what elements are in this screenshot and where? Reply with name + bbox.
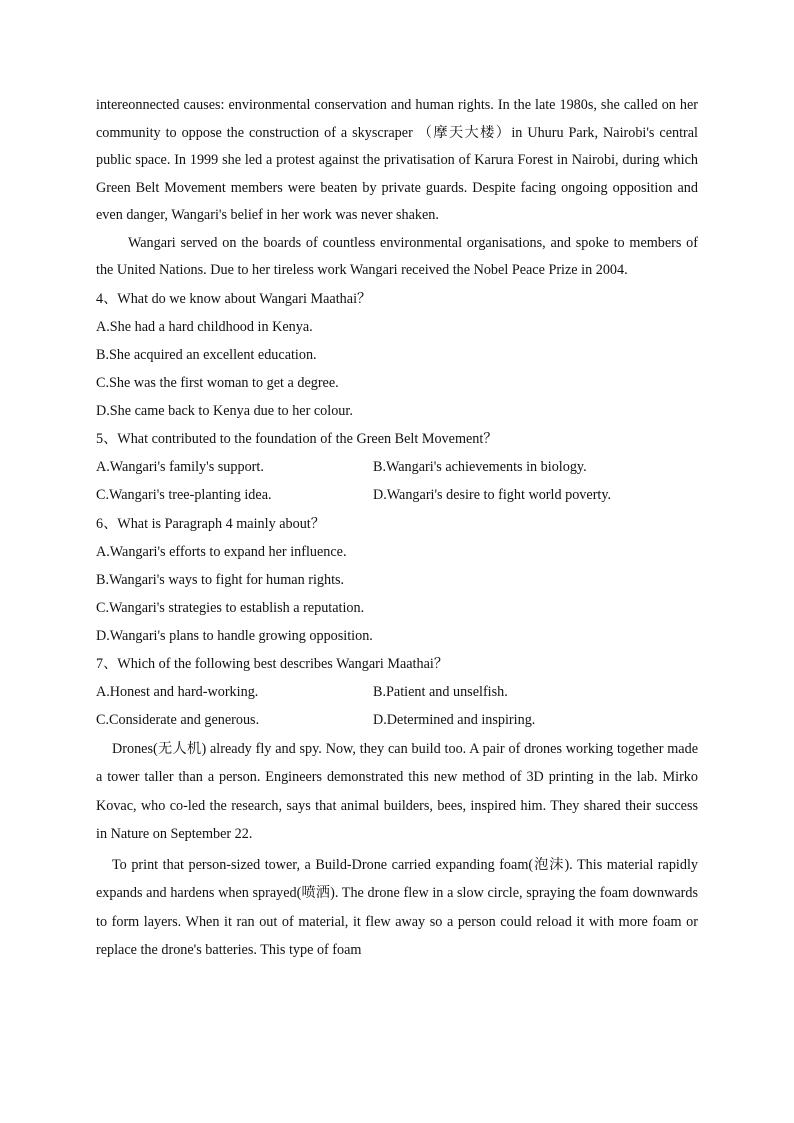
question-stem xyxy=(96,285,698,313)
option-b[interactable]: B.Patient and unselfish. xyxy=(373,683,508,700)
question-number: 5、 xyxy=(96,430,118,447)
options-grid xyxy=(96,678,698,735)
option-d[interactable]: D.Determined and inspiring. xyxy=(373,712,536,728)
question-text: What is Paragraph 4 mainly about？ xyxy=(117,515,325,532)
question-stem xyxy=(96,510,698,538)
question-text: What do we know about Wangari Maathai？ xyxy=(117,290,372,307)
options-list xyxy=(96,538,698,650)
passage1-paragraph-2: Wangari served on the boards of countless environmental organisations, and spoke to members of the United Nations. Due to her tireless work Wangari received the Nobel Peace Prize in 2004. xyxy=(96,234,698,278)
option-d[interactable]: D.Wangari's plans to handle growing opposition. xyxy=(96,627,373,644)
option-b[interactable]: B.She acquired an excellent education. xyxy=(96,346,317,363)
question-number: 7、 xyxy=(96,655,118,672)
option-b[interactable]: B.Wangari's achievements in biology. xyxy=(373,458,587,475)
option-a[interactable]: A.She had a hard childhood in Kenya. xyxy=(96,318,313,335)
question-7 xyxy=(96,650,698,735)
option-d[interactable]: D.Wangari's desire to fight world poverty. xyxy=(373,487,612,503)
question-4 xyxy=(96,285,698,425)
question-5 xyxy=(96,425,698,510)
question-stem xyxy=(96,425,698,453)
worksheet-page xyxy=(96,92,698,965)
option-d[interactable]: D.She came back to Kenya due to her colour. xyxy=(96,402,353,419)
option-a[interactable]: A.Wangari's efforts to expand her influence. xyxy=(96,543,347,560)
passage2-paragraph-2: To print that person-sized tower, a Build-Drone carried expanding foam(泡沫). This material rapidly expands and hardens when sprayed(喷洒). The drone flew in a slow circle, spraying the foam downwards to form layers. When it ran out of material, it flew away so a person could reload it with more foam or replace the drone's batteries. This type of foam xyxy=(96,856,698,958)
option-a[interactable]: A.Wangari's family's support. xyxy=(96,458,264,475)
question-text: What contributed to the foundation of the Green Belt Movement？ xyxy=(117,430,498,447)
option-c[interactable]: C.Wangari's tree-planting idea. xyxy=(96,487,272,503)
passage1-paragraph-1: intereonnected causes: environmental conservation and human rights. In the late 1980s, she called on her community to oppose the construction of a skyscraper （摩天大楼）in Uhuru Park, Nairobi's central public space. In 1999 she led a protest against the privatisation of Karura Forest in Nairobi, during which Green Belt Movement members were beaten by private guards. Despite facing ongoing opposition and even danger, Wangari's belief in her work was never shaken. xyxy=(96,97,698,223)
option-b[interactable]: B.Wangari's ways to fight for human rights. xyxy=(96,571,345,588)
question-text: Which of the following best describes Wangari Maathai？ xyxy=(117,655,449,672)
question-number: 6、 xyxy=(96,515,118,532)
question-stem xyxy=(96,650,698,678)
option-a[interactable]: A.Honest and hard-working. xyxy=(96,683,259,700)
option-c[interactable]: C.Considerate and generous. xyxy=(96,712,260,728)
option-c[interactable]: C.Wangari's strategies to establish a reputation. xyxy=(96,599,365,616)
question-6 xyxy=(96,510,698,650)
question-number: 4、 xyxy=(96,290,118,307)
options-grid xyxy=(96,453,698,510)
option-c[interactable]: C.She was the first woman to get a degree. xyxy=(96,374,339,391)
options-list xyxy=(96,313,698,425)
passage2-paragraph-1: Drones(无人机) already fly and spy. Now, they can build too. A pair of drones working together made a tower taller than a person. Engineers demonstrated this new method of 3D printing in the lab. Mirko Kovac, who co-led the research, says that animal builders, bees, inspired him. They shared their success in Nature on September 22. xyxy=(96,740,698,842)
